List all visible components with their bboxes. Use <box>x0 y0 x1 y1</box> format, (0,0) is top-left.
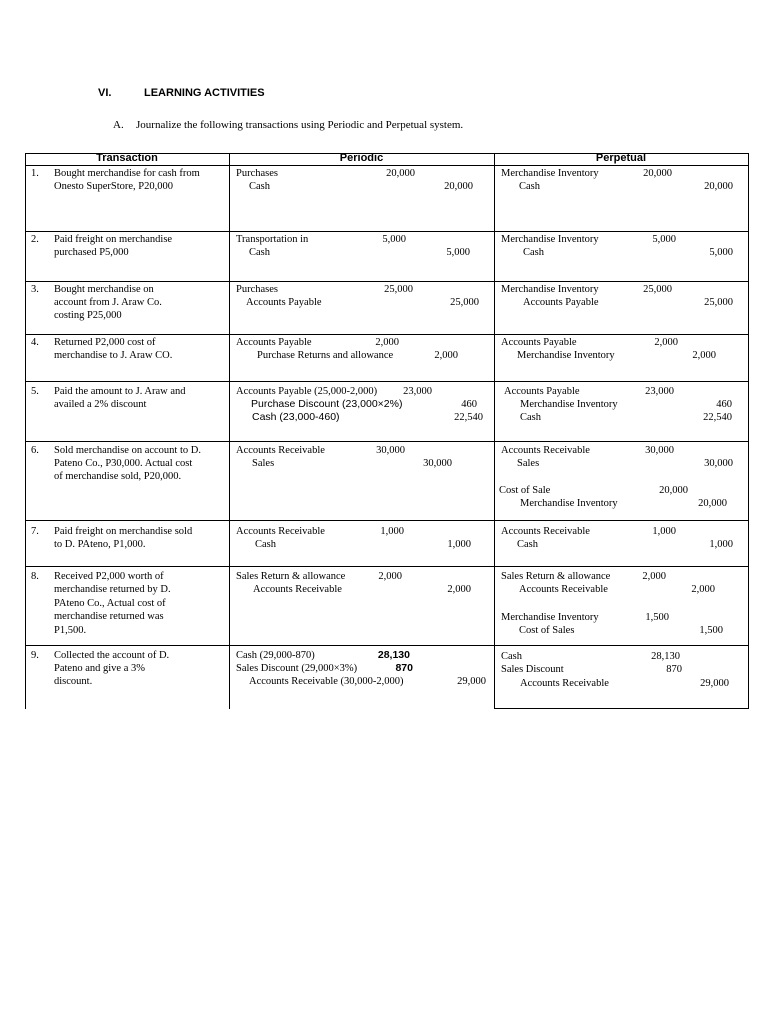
perpetual-account: Cash <box>519 181 540 192</box>
perpetual-account: Cost of Sale <box>499 485 551 496</box>
transaction-line: Collected the account of D. <box>54 650 170 661</box>
transaction-line: account from J. Araw Co. <box>54 297 162 308</box>
perpetual-account: Cash <box>501 651 522 662</box>
header-bottom-border <box>25 165 749 166</box>
perpetual-credit: 1,000 <box>709 539 733 550</box>
perpetual-debit: 1,000 <box>652 526 676 537</box>
transaction-line: merchandise returned was <box>54 611 164 622</box>
perpetual-credit: 20,000 <box>704 181 733 192</box>
perpetual-account: Merchandise Inventory <box>501 612 599 623</box>
periodic-account: Purchases <box>236 168 278 179</box>
perpetual-debit: 2,000 <box>654 337 678 348</box>
periodic-debit: 25,000 <box>384 284 413 295</box>
transaction-line: merchandise returned by D. <box>54 584 171 595</box>
periodic-credit: 460 <box>461 399 477 410</box>
instruction-text: Journalize the following transactions using Periodic and Perpetual system. <box>136 119 464 131</box>
perpetual-account: Accounts Payable <box>504 386 580 397</box>
periodic-account: Cash <box>249 247 270 258</box>
periodic-debit: 870 <box>395 662 413 674</box>
perpetual-debit: 20,000 <box>643 168 672 179</box>
perpetual-account: Merchandise Inventory <box>501 168 599 179</box>
perpetual-account: Cash <box>517 539 538 550</box>
perpetual-credit: 20,000 <box>698 498 727 509</box>
instruction-label: A. <box>113 119 124 131</box>
row-divider <box>25 231 749 232</box>
perpetual-account: Accounts Receivable <box>519 584 608 595</box>
perpetual-debit: 5,000 <box>652 234 676 245</box>
transaction-line: Received P2,000 worth of <box>54 571 164 582</box>
row-divider <box>25 566 749 567</box>
perpetual-account: Accounts Payable <box>523 297 599 308</box>
row-number: 1. <box>31 168 39 179</box>
transaction-line: Bought merchandise for cash from <box>54 168 200 179</box>
transaction-line: PAteno Co., Actual cost of <box>54 598 166 609</box>
perpetual-account: Accounts Receivable <box>501 445 590 456</box>
transaction-line: Onesto SuperStore, P20,000 <box>54 181 173 192</box>
periodic-account: Cash (29,000-870) <box>236 650 315 661</box>
perpetual-credit: 460 <box>716 399 732 410</box>
section-number: VI. <box>98 87 112 99</box>
perpetual-account: Accounts Receivable <box>501 526 590 537</box>
section-heading <box>98 87 265 99</box>
periodic-account: Accounts Receivable <box>253 584 342 595</box>
row-number: 2. <box>31 234 39 245</box>
perpetual-account: Merchandise Inventory <box>501 234 599 245</box>
periodic-account: Accounts Payable <box>236 337 312 348</box>
column-border-right <box>748 153 749 709</box>
transaction-line: Sold merchandise on account to D. <box>54 445 201 456</box>
transaction-line: to D. PAteno, P1,000. <box>54 539 146 550</box>
perpetual-account: Sales Discount <box>501 664 564 675</box>
perpetual-account: Cash <box>523 247 544 258</box>
periodic-account: Accounts Payable (25,000-2,000) <box>236 386 378 397</box>
perpetual-credit: 2,000 <box>691 584 715 595</box>
instruction <box>113 119 463 131</box>
row-divider <box>25 334 749 335</box>
transaction-line: merchandise to J. Araw CO. <box>54 350 173 361</box>
periodic-debit: 1,000 <box>380 526 404 537</box>
row-number: 4. <box>31 337 39 348</box>
row-number: 5. <box>31 386 39 397</box>
transaction-line: availed a 2% discount <box>54 399 147 410</box>
header-perpetual: Perpetual <box>595 152 647 164</box>
perpetual-account: Accounts Payable <box>501 337 577 348</box>
perpetual-account: Cash <box>520 412 541 423</box>
perpetual-debit: 2,000 <box>642 571 666 582</box>
periodic-credit: 30,000 <box>423 458 452 469</box>
periodic-account: Accounts Receivable <box>236 526 325 537</box>
transaction-line: Paid freight on merchandise <box>54 234 173 245</box>
row-number: 9. <box>31 650 39 661</box>
transaction-line: P1,500. <box>54 625 87 636</box>
periodic-debit: 30,000 <box>376 445 405 456</box>
column-border-periodic <box>494 153 495 709</box>
column-border-transaction <box>229 153 230 709</box>
periodic-account: Cash <box>249 181 270 192</box>
transaction-line: Paid the amount to J. Araw and <box>54 386 186 397</box>
periodic-account: Purchase Discount (23,000×2%) <box>251 398 403 410</box>
periodic-account: Accounts Payable <box>246 297 322 308</box>
section-title: LEARNING ACTIVITIES <box>144 87 265 99</box>
transaction-line: Pateno and give a 3% <box>54 663 145 674</box>
row-divider <box>25 520 749 521</box>
perpetual-debit: 20,000 <box>659 485 688 496</box>
perpetual-debit: 870 <box>666 664 682 675</box>
perpetual-account: Merchandise Inventory <box>520 498 618 509</box>
row-number: 6. <box>31 445 39 456</box>
row-number: 8. <box>31 571 39 582</box>
periodic-account: Sales <box>252 458 275 469</box>
transaction-line: costing P25,000 <box>54 310 122 321</box>
perpetual-account: Cost of Sales <box>519 625 575 636</box>
perpetual-credit: 30,000 <box>704 458 733 469</box>
row-divider <box>25 381 749 382</box>
periodic-credit: 22,540 <box>454 412 483 423</box>
periodic-debit: 5,000 <box>382 234 406 245</box>
periodic-account: Sales Discount (29,000×3%) <box>236 663 358 674</box>
periodic-credit: 1,000 <box>447 539 471 550</box>
periodic-credit: 25,000 <box>450 297 479 308</box>
transaction-line: discount. <box>54 676 93 687</box>
row-divider <box>25 645 749 646</box>
row-number: 3. <box>31 284 39 295</box>
periodic-account: Accounts Receivable <box>236 445 325 456</box>
transaction-line: purchased P5,000 <box>54 247 129 258</box>
perpetual-account: Accounts Receivable <box>520 678 609 689</box>
perpetual-account: Sales <box>517 458 540 469</box>
row-divider <box>25 441 749 442</box>
periodic-debit: 20,000 <box>386 168 415 179</box>
header-periodic: Periodic <box>339 152 384 164</box>
perpetual-bottom-border <box>494 708 749 709</box>
transaction-line: Paid freight on merchandise sold <box>54 526 193 537</box>
periodic-credit: 5,000 <box>446 247 470 258</box>
perpetual-account: Merchandise Inventory <box>501 284 599 295</box>
perpetual-account: Merchandise Inventory <box>517 350 615 361</box>
periodic-debit: 23,000 <box>403 386 432 397</box>
perpetual-credit: 1,500 <box>699 625 723 636</box>
periodic-debit: 2,000 <box>378 571 402 582</box>
perpetual-debit: 28,130 <box>651 651 680 662</box>
periodic-debit: 28,130 <box>377 649 410 661</box>
periodic-credit: 29,000 <box>457 676 486 687</box>
periodic-account: Purchase Returns and allowance <box>257 350 394 361</box>
perpetual-debit: 25,000 <box>643 284 672 295</box>
perpetual-credit: 5,000 <box>709 247 733 258</box>
row-divider <box>25 281 749 282</box>
row-number: 7. <box>31 526 39 537</box>
perpetual-credit: 2,000 <box>692 350 716 361</box>
perpetual-debit: 30,000 <box>645 445 674 456</box>
periodic-credit: 2,000 <box>434 350 458 361</box>
periodic-debit: 2,000 <box>375 337 399 348</box>
periodic-account: Cash (23,000-460) <box>252 411 340 423</box>
transaction-line: Returned P2,000 cost of <box>54 337 156 348</box>
perpetual-credit: 25,000 <box>704 297 733 308</box>
periodic-credit: 2,000 <box>447 584 471 595</box>
transaction-line: Pateno Co., P30,000. Actual cost <box>54 458 193 469</box>
periodic-account: Transportation in <box>236 234 309 245</box>
transaction-line: Bought merchandise on <box>54 284 154 295</box>
periodic-account: Sales Return & allowance <box>236 571 346 582</box>
perpetual-account: Sales Return & allowance <box>501 571 611 582</box>
header-transaction: Transaction <box>96 152 158 164</box>
periodic-account: Purchases <box>236 284 278 295</box>
column-border-left <box>25 153 26 709</box>
perpetual-debit: 23,000 <box>645 386 674 397</box>
periodic-credit: 20,000 <box>444 181 473 192</box>
perpetual-account: Merchandise Inventory <box>520 399 618 410</box>
perpetual-debit: 1,500 <box>645 612 669 623</box>
periodic-account: Accounts Receivable (30,000-2,000) <box>249 676 404 687</box>
perpetual-credit: 22,540 <box>703 412 732 423</box>
periodic-account: Cash <box>255 539 276 550</box>
perpetual-credit: 29,000 <box>700 678 729 689</box>
transaction-line: of merchandise sold, P20,000. <box>54 471 182 482</box>
